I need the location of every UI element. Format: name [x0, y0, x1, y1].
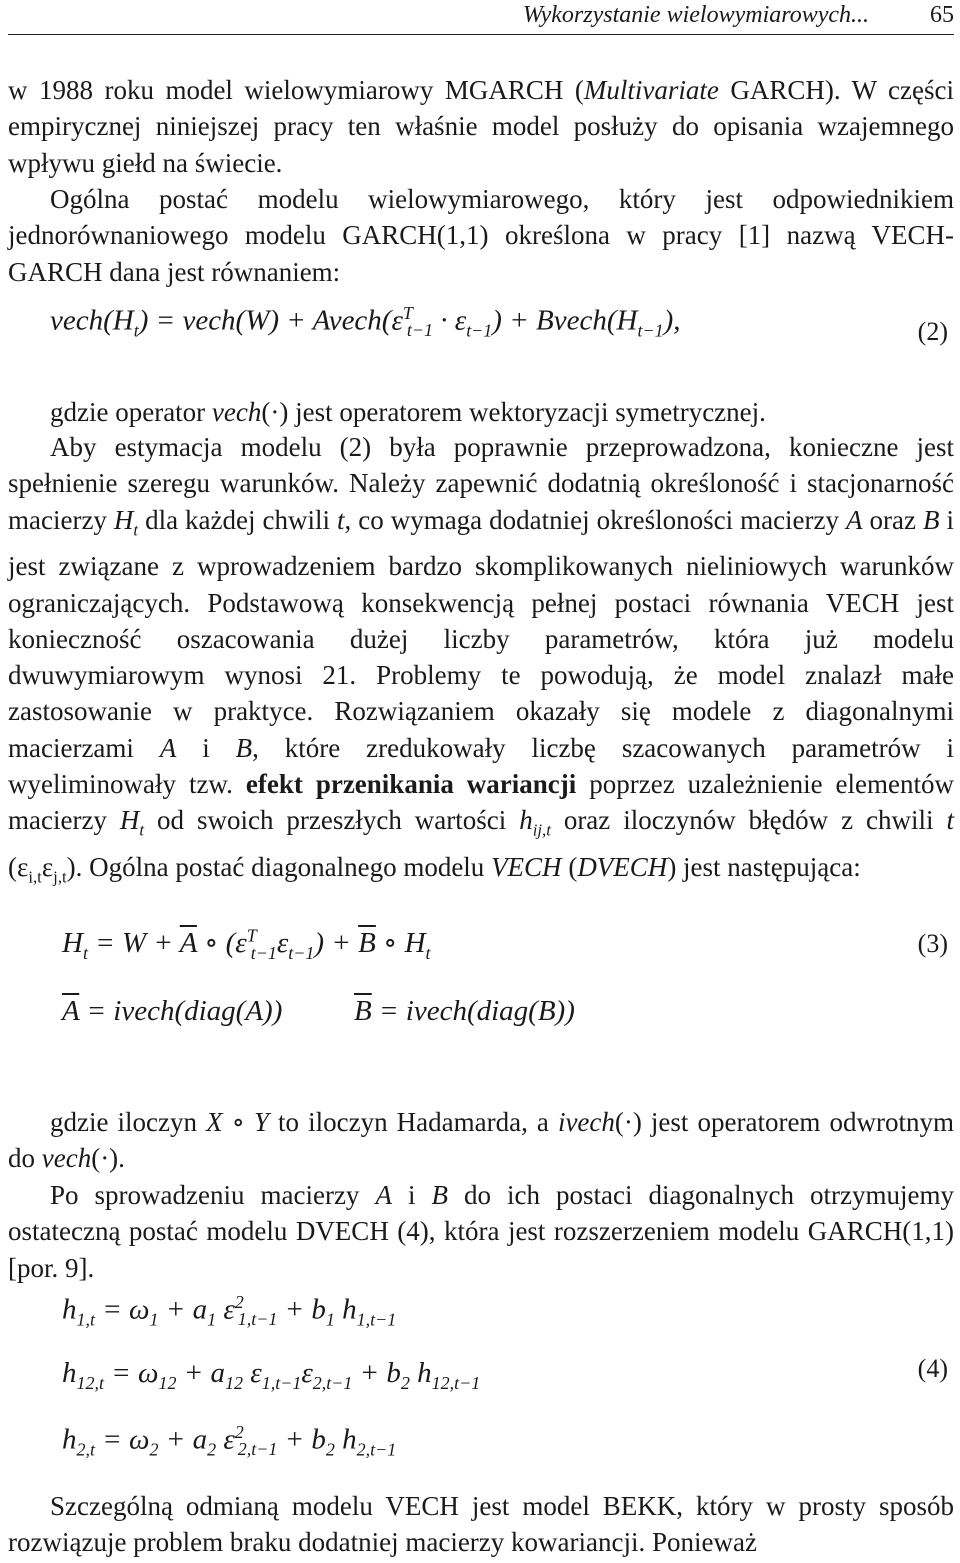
equation-3-line-2a: $\overline{A}$ = ivech(diag(A)): [62, 995, 283, 1027]
paragraph-2: Ogólna postać modelu wielowymiarowego, który jest odpowiednikiem jednorównaniowego modelu GARCH(1,1) określona w pracy [1] nazwą VECH-GARCH dana jest równaniem:: [8, 184, 954, 287]
equation-3-number: (3): [917, 929, 948, 958]
equation-2-body: $vech(H_t)$ = vech(W) + $Avech(\varepsilon^T_{t-1} \cdot \varepsilon_{t-1})$ + $Bvech(H_{t-1})$,: [50, 303, 681, 341]
paragraph-5: gdzie iloczyn X ∘ Y to iloczyn Hadamarda, a ivech(·) jest operatorem odwrotnym do vech(·).: [8, 1107, 954, 1174]
equation-4-line-3: $h_{2,t} = \omega_2 + a_2$ $\varepsilon^2_{2,t-1} + b_2$ $h_{2,t-1}$: [62, 1422, 397, 1460]
equation-4-number: (4): [917, 1354, 948, 1383]
running-title: Wykorzystanie wielowymiarowych...: [522, 2, 869, 28]
paragraph-6: Po sprowadzeniu macierzy A i B do ich postaci diagonalnych otrzymujemy ostateczną postać modelu DVECH (4), która jest rozszerzeniem modelu GARCH(1,1) [por. 9].: [8, 1180, 954, 1283]
equation-2: [50, 303, 954, 353]
equation-4-line-1: $h_{1,t} = \omega_1 + a_1$ $\varepsilon^2_{1,t-1} + b_1$ $h_{1,t-1}$: [62, 1292, 397, 1330]
equation-3-line-2b: $\overline{B}$ = ivech(diag(B)): [354, 995, 575, 1027]
running-header: [8, 0, 954, 35]
paragraph-3: gdzie operator vech(·) jest operatorem wektoryzacji symetrycznej.: [50, 397, 766, 427]
paragraph-7: Szczególną odmianą modelu VECH jest model BEKK, który w prosty sposób rozwiązuje problem braku dodatniej macierzy kowariancji. Ponieważ: [8, 1491, 954, 1558]
equation-4-line-2: $h_{12,t} = \omega_{12} + a_{12}$ $\varepsilon_{1,t-1}\varepsilon_{2,t-1} + b_2$ $h_{12,t-1}$: [62, 1357, 481, 1393]
paragraph-1: w 1988 roku model wielowymiarowy MGARCH (Multivariate GARCH). W części empirycznej niniejszej pracy ten właśnie model posłuży do opisania wzajemnego wpływu giełd na świecie.: [8, 75, 954, 178]
page-number: 65: [930, 2, 954, 28]
equation-3: [62, 925, 954, 1045]
equation-2-number: (2): [917, 317, 948, 346]
equation-3-line-1: $H_t = W + \overline{A}$ ∘ $(\varepsilon^T_{t-1}\varepsilon_{t-1}) + \overline{B}$ ∘ $H_t$: [62, 925, 431, 963]
equation-4: [62, 1292, 954, 1472]
paragraph-4: Aby estymacja modelu (2) była poprawnie przeprowadzona, konieczne jest spełnienie szeregu warunków. Należy zapewnić dodatnią określoność i stacjonarność macierzy $H_t$ dla każdej chwili t, co wymaga dodatniej określoności macierzy A oraz B i jest związane z wprowadzeniem bardzo skomplikowanych nieliniowych warunków ograniczających. Podstawową konsekwencją pełnej postaci równania VECH jest konieczność oszacowania dużej liczby parametrów, która już modelu dwuwymiarowym wynosi 21. Problemy te powodują, że model znalazł małe zastosowanie w praktyce. Rozwiązaniem okazały się modele z diagonalnymi macierzami A i B, które zredukowały liczbę szacowanych parametrów i wyeliminowały tzw. efekt przenikania wariancji poprzez uzależnienie elementów macierzy $H_t$ od swoich przeszłych wartości $h_{ij,t}$ oraz iloczynów błędów z chwili t $(\varepsilon_{i,t}\varepsilon_{j,t})$. Ogólna postać diagonalnego modelu VECH (DVECH) jest następująca:: [8, 432, 955, 887]
